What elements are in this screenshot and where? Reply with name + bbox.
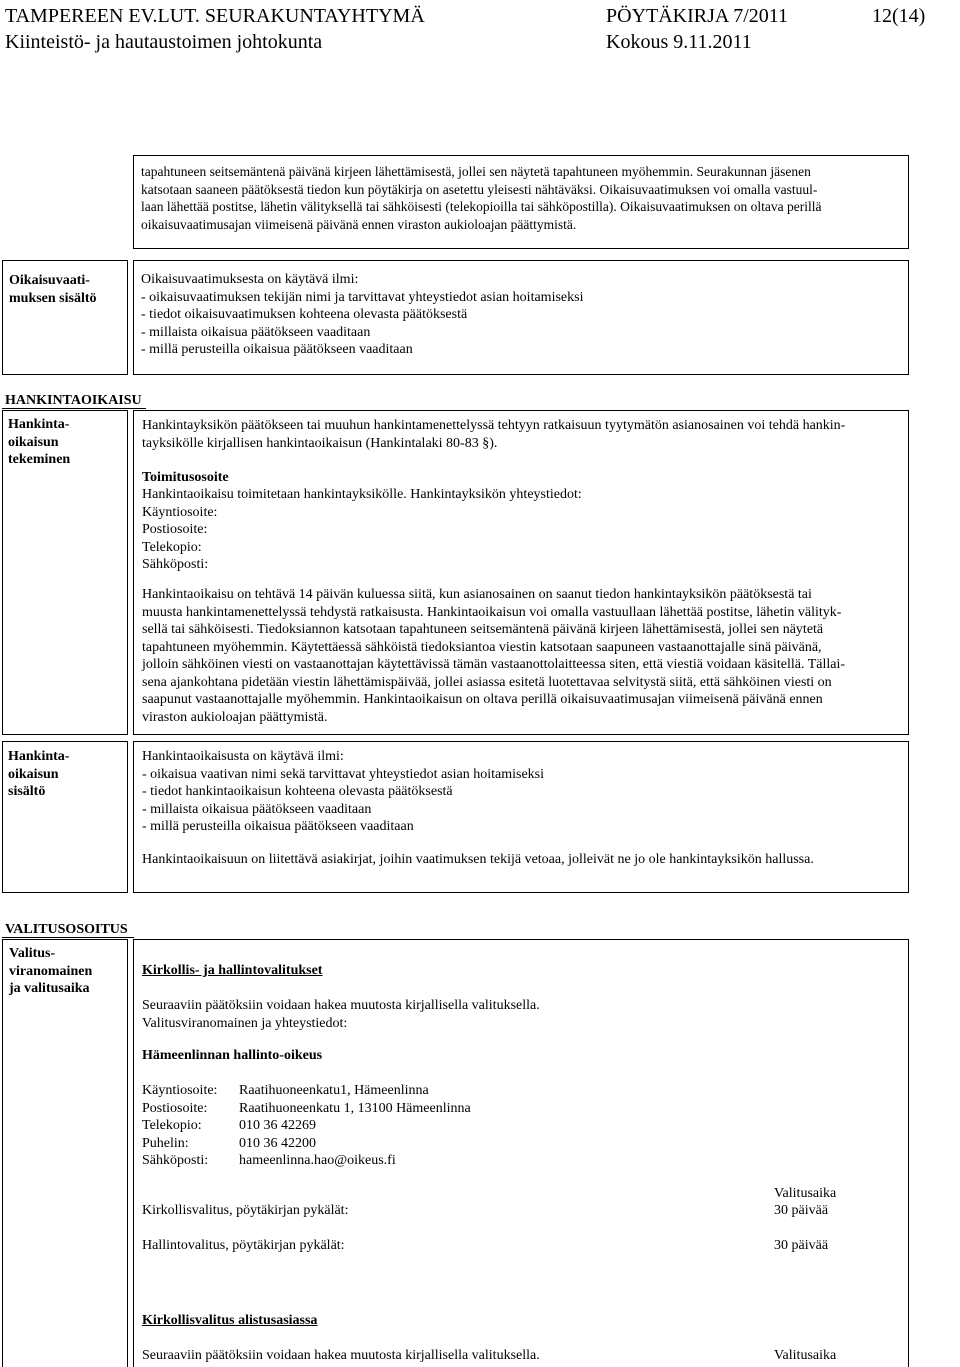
text-line: viraston aukioloajan päättymistä. [142,709,328,725]
valitus-intro [142,997,540,1032]
text-line: Postiosoite: [142,522,208,537]
hankinta-sisalto-label [8,748,69,801]
hallinto-row-label: Hallintovalitus, pöytäkirjan pykälät: [142,1238,345,1253]
label-line: muksen sisältö [9,290,97,306]
oikaisu-sisalto-label [9,272,97,307]
time-header: Valitusaika [774,1186,837,1201]
authority-name: Hämeenlinnan hallinto-oikeus [142,1048,323,1063]
text-line: katsotaan saaneen päätöksestä tiedon kun pöytäkirja on asetettu yleisesti nähtäväksi. Oikaisuvaatimuksen voi omalla vastuul- [141,181,818,197]
kirkollis-row-label: Kirkollisvalitus, pöytäkirjan pykälät: [142,1203,349,1218]
contact-value: 010 36 42269 [239,1118,316,1133]
toimitus-title: Toimitusosoite [142,470,229,485]
text-line: Oikaisuvaatimuksesta on käytävä ilmi: [141,272,359,287]
valitus-section-title: Kirkollis- ja hallintovalitukset [142,963,323,978]
page-number: 12(14) [872,5,926,27]
contact-labels [142,1082,217,1170]
text-line: Hankintaoikaisusta on käytävä ilmi: [142,749,344,764]
contact-label: Puhelin: [142,1135,189,1151]
label-line: oikaisun [8,434,59,450]
text-line: Hankintaoikaisu on tehtävä 14 päivän kuluessa siitä, kun asianosainen on saanut tiedon hankintayksikön päätöksestä tai [142,587,812,602]
contact-value: Raatihuoneenkatu 1, 13100 Hämeenlinna [239,1100,471,1116]
text-line: - oikaisua vaativan nimi sekä tarvittavat yhteystiedot asian hoitamiseksi [142,766,545,782]
label-line: viranomainen [9,963,93,979]
valitus-heading: VALITUSOSOITUS [5,922,128,937]
label-line: ja valitusaika [9,981,90,996]
alistus-time: Valitusaika [774,1348,837,1363]
text-line: laan lähettää postitse, lähetin välityksellä tai sähköisesti (telekopioilla tai sähköpostilla). Oikaisuvaatimuksen on oltava perillä [141,199,822,215]
label-line: Hankinta- [8,749,70,764]
text-line: sena ajankohtana pidetään viestin lähettämispäivää, jollei asiassa esitetä luotettavaa selvitystä siitä, että sähköinen viesti on [142,674,832,690]
text-line: - millaista oikaisua päätökseen vaaditaan [142,801,372,817]
tekeminen-paragraph [142,586,845,726]
label-line: Valitus- [9,946,56,961]
contact-value: 010 36 42200 [239,1135,316,1151]
text-line: tayksikölle kirjallisen hankintaoikaisun (Hankintalaki 80-83 §). [142,435,498,451]
hallinto-row-value: 30 päivää [774,1238,829,1253]
text-line: - tiedot oikaisuvaatimuksen kohteena olevasta päätöksestä [141,307,468,322]
label-line: oikaisun [8,766,59,782]
contact-label: Telekopio: [142,1118,202,1133]
label-line: sisältö [8,784,46,799]
attachments-note: Hankintaoikaisuun on liitettävä asiakirjat, joihin vaatimuksen tekijä vetoaa, jolleivät ne jo ole hankintayksikön hallussa. [142,852,814,867]
text-line: muusta hankintamenettelyssä tehdystä ratkaisusta. Hankintaoikaisun voi omalla vastuullaan lähettää postitse, lähetin välityk- [142,604,842,620]
text-line: Seuraaviin päätöksiin voidaan hakea muutosta kirjallisella valituksella. [142,998,540,1013]
oikaisu-sisalto-content [141,271,583,359]
text-line: - oikaisuvaatimuksen tekijän nimi ja tarvittavat yhteystiedot asian hoitamiseksi [141,289,584,305]
text-line: oikaisuvaatimusajan viimeisenä päivänä ennen viraston aukioloajan päättymistä. [141,216,577,232]
text-line: Käyntiosoite: [142,504,218,520]
document-title: PÖYTÄKIRJA 7/2011 [606,5,789,27]
contact-value: hameenlinna.hao@oikeus.fi [239,1153,396,1168]
text-line: tapahtuneen seitsemäntenä päivänä kirjeen lähettämisestä, jollei sen näytetä tapahtuneen myöhemmin. Seurakunnan jäsenen [141,164,811,179]
text-line: sellä tai sähköisesti. Tiedoksiannon katsotaan tapahtuneen seitsemäntenä päivänä kirjeen lähettämisestä, jollei sen näytetä [142,622,824,637]
text-line: Sähköposti: [142,557,209,572]
text-line: Hankintaoikaisu toimitetaan hankintayksikölle. Hankintayksikön yhteystiedot: [142,487,582,502]
text-line: - millä perusteilla oikaisua päätökseen vaaditaan [141,342,413,357]
label-line: Oikaisuvaati- [9,273,90,288]
text-line: jolloin sähköinen viesti on vastaanottajan käytettävissä tämän vastaanottolaitteessa siten, että viestiä voidaan käsitellä. Tällai- [142,657,846,672]
hankinta-heading: HANKINTAOIKAISU [5,393,142,408]
text-line: Hankintayksikön päätökseen tai muuhun hankintamenettelyssä tehtyyn ratkaisuun tyytymätön asianosainen voi tehdä hankin- [142,418,846,433]
continuation-text [141,163,821,233]
alistus-title: Kirkollisvalitus alistusasiassa [142,1313,318,1328]
text-line: - tiedot hankintaoikaisun kohteena olevasta päätöksestä [142,784,453,799]
heading-rule [2,408,146,409]
org-name: TAMPEREEN EV.LUT. SEURAKUNTAYHTYMÄ [5,5,425,27]
text-line: tapahtuneen myöhemmin. Käytettäessä sähköistä tiedoksiantoa viestin katsotaan saapuneen vastaanottajalle sinä päivänä, [142,639,822,655]
contact-values [239,1082,471,1170]
text-line: saapunut vastaanottajalle myöhemmin. Hankintaoikaisun on oltava perillä oikaisuvaatimusajan viimeisenä päivänä ennen [142,692,823,707]
tekeminen-label [8,416,70,469]
label-line: tekeminen [8,452,71,467]
contact-label: Sähköposti: [142,1153,209,1168]
toimitus-details [142,486,582,574]
valitus-label [9,945,92,998]
tekeminen-intro [142,417,845,452]
kirkollis-row-value: 30 päivää [774,1203,829,1218]
text-line: Telekopio: [142,539,202,555]
contact-label: Postiosoite: [142,1100,208,1116]
contact-value: Raatihuoneenkatu1, Hämeenlinna [239,1083,429,1098]
text-line: - millä perusteilla oikaisua päätökseen vaaditaan [142,819,414,834]
text-line: - millaista oikaisua päätökseen vaaditaan [141,324,371,340]
label-line: Hankinta- [8,417,70,432]
board-name: Kiinteistö- ja hautaustoimen johtokunta [5,31,323,53]
contact-label: Käyntiosoite: [142,1083,218,1098]
alistus-line: Seuraaviin päätöksiin voidaan hakea muutosta kirjallisella valituksella. [142,1348,540,1363]
hankinta-sisalto-content [142,748,544,836]
heading-rule [2,937,134,938]
text-line: Valitusviranomainen ja yhteystiedot: [142,1015,348,1031]
meeting-date: Kokous 9.11.2011 [606,31,752,53]
valitus-label-box [2,939,128,1367]
